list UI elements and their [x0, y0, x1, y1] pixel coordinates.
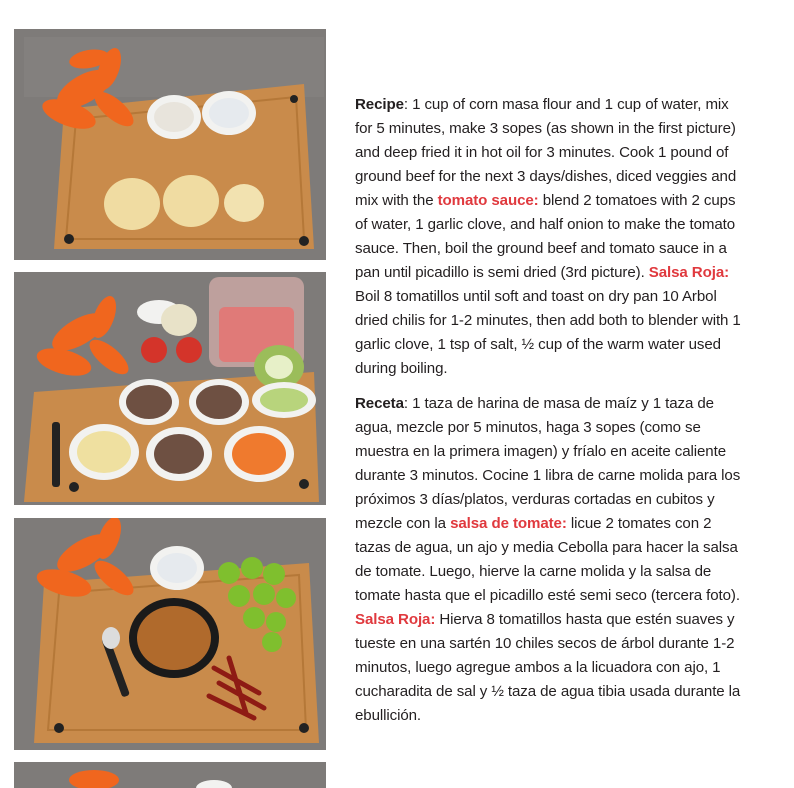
recipe-heading: Recipe: [355, 96, 404, 113]
photo-salsa-roja: [14, 518, 326, 750]
sopes-illustration: [14, 29, 326, 260]
partial-illustration: [14, 762, 326, 788]
receta-heading: Receta: [355, 395, 404, 412]
recipe-text-2: blend 2 tomatoes with 2 cups of water, 1 garlic clove, and half onion to make the tomato sauce. Then, boil the ground beef and tomato sauce in a pan until picadillo is semi dried (3rd picture).: [355, 192, 736, 281]
photo-ingredients: [14, 272, 326, 505]
ingredients-illustration: [14, 272, 326, 505]
salsa-roja-label: Salsa Roja:: [648, 264, 730, 281]
salsa-illustration: [14, 518, 326, 750]
recipe-text: [355, 93, 743, 739]
photo-partial: [14, 762, 326, 788]
recipe-english: [355, 93, 743, 381]
photo-sopes: [14, 29, 326, 260]
receta-text-2: licue 2 tomates con 2 tazas de agua, un ajo y media Cebolla para hacer la salsa de tomate. Luego, hierve la carne molida y la salsa de tomate hasta que el picadillo esté semi seco (tercera foto).: [355, 515, 740, 604]
receta-text-1: : 1 taza de harina de masa de maíz y 1 taza de agua, mezcle por 5 minutos, haga 3 sopes (como se muestra en la primera imagen) y fríalo en aceite caliente durante 3 minutos. Cocine 1 libra de carne molida para los próximos 3 días/platos, verduras cortadas en cubitos y mezcle con la: [355, 395, 741, 532]
receta-text-3: Hierva 8 tomatillos hasta que estén suaves y tueste en una sartén 10 chiles secos de árbol durante 1-2 minutos, luego agregue ambos a la licuadora con ajo, 1 cucharadita de sal y ½ taza de agua tibia usada durante la ebullición.: [355, 611, 741, 724]
receta-spanish: [355, 392, 743, 728]
tomato-sauce-label: tomato sauce:: [437, 192, 539, 209]
salsa-de-tomate-label: salsa de tomate:: [450, 515, 567, 532]
salsa-roja-es-label: Salsa Roja:: [355, 611, 436, 628]
recipe-text-1: : 1 cup of corn masa flour and 1 cup of water, mix for 5 minutes, make 3 sopes (as shown in the first picture) and deep fried it in hot oil for 3 minutes. Cook 1 pound of ground beef for the next 3 days/dishes, diced veggies and mix with the: [355, 96, 737, 209]
recipe-text-3: Boil 8 tomatillos until soft and toast on dry pan 10 Arbol dried chilis for 1-2 minutes, then add both to blender with 1 garlic clove, 1 tsp of salt, ½ cup of the warm water used during boiling.: [355, 288, 741, 377]
